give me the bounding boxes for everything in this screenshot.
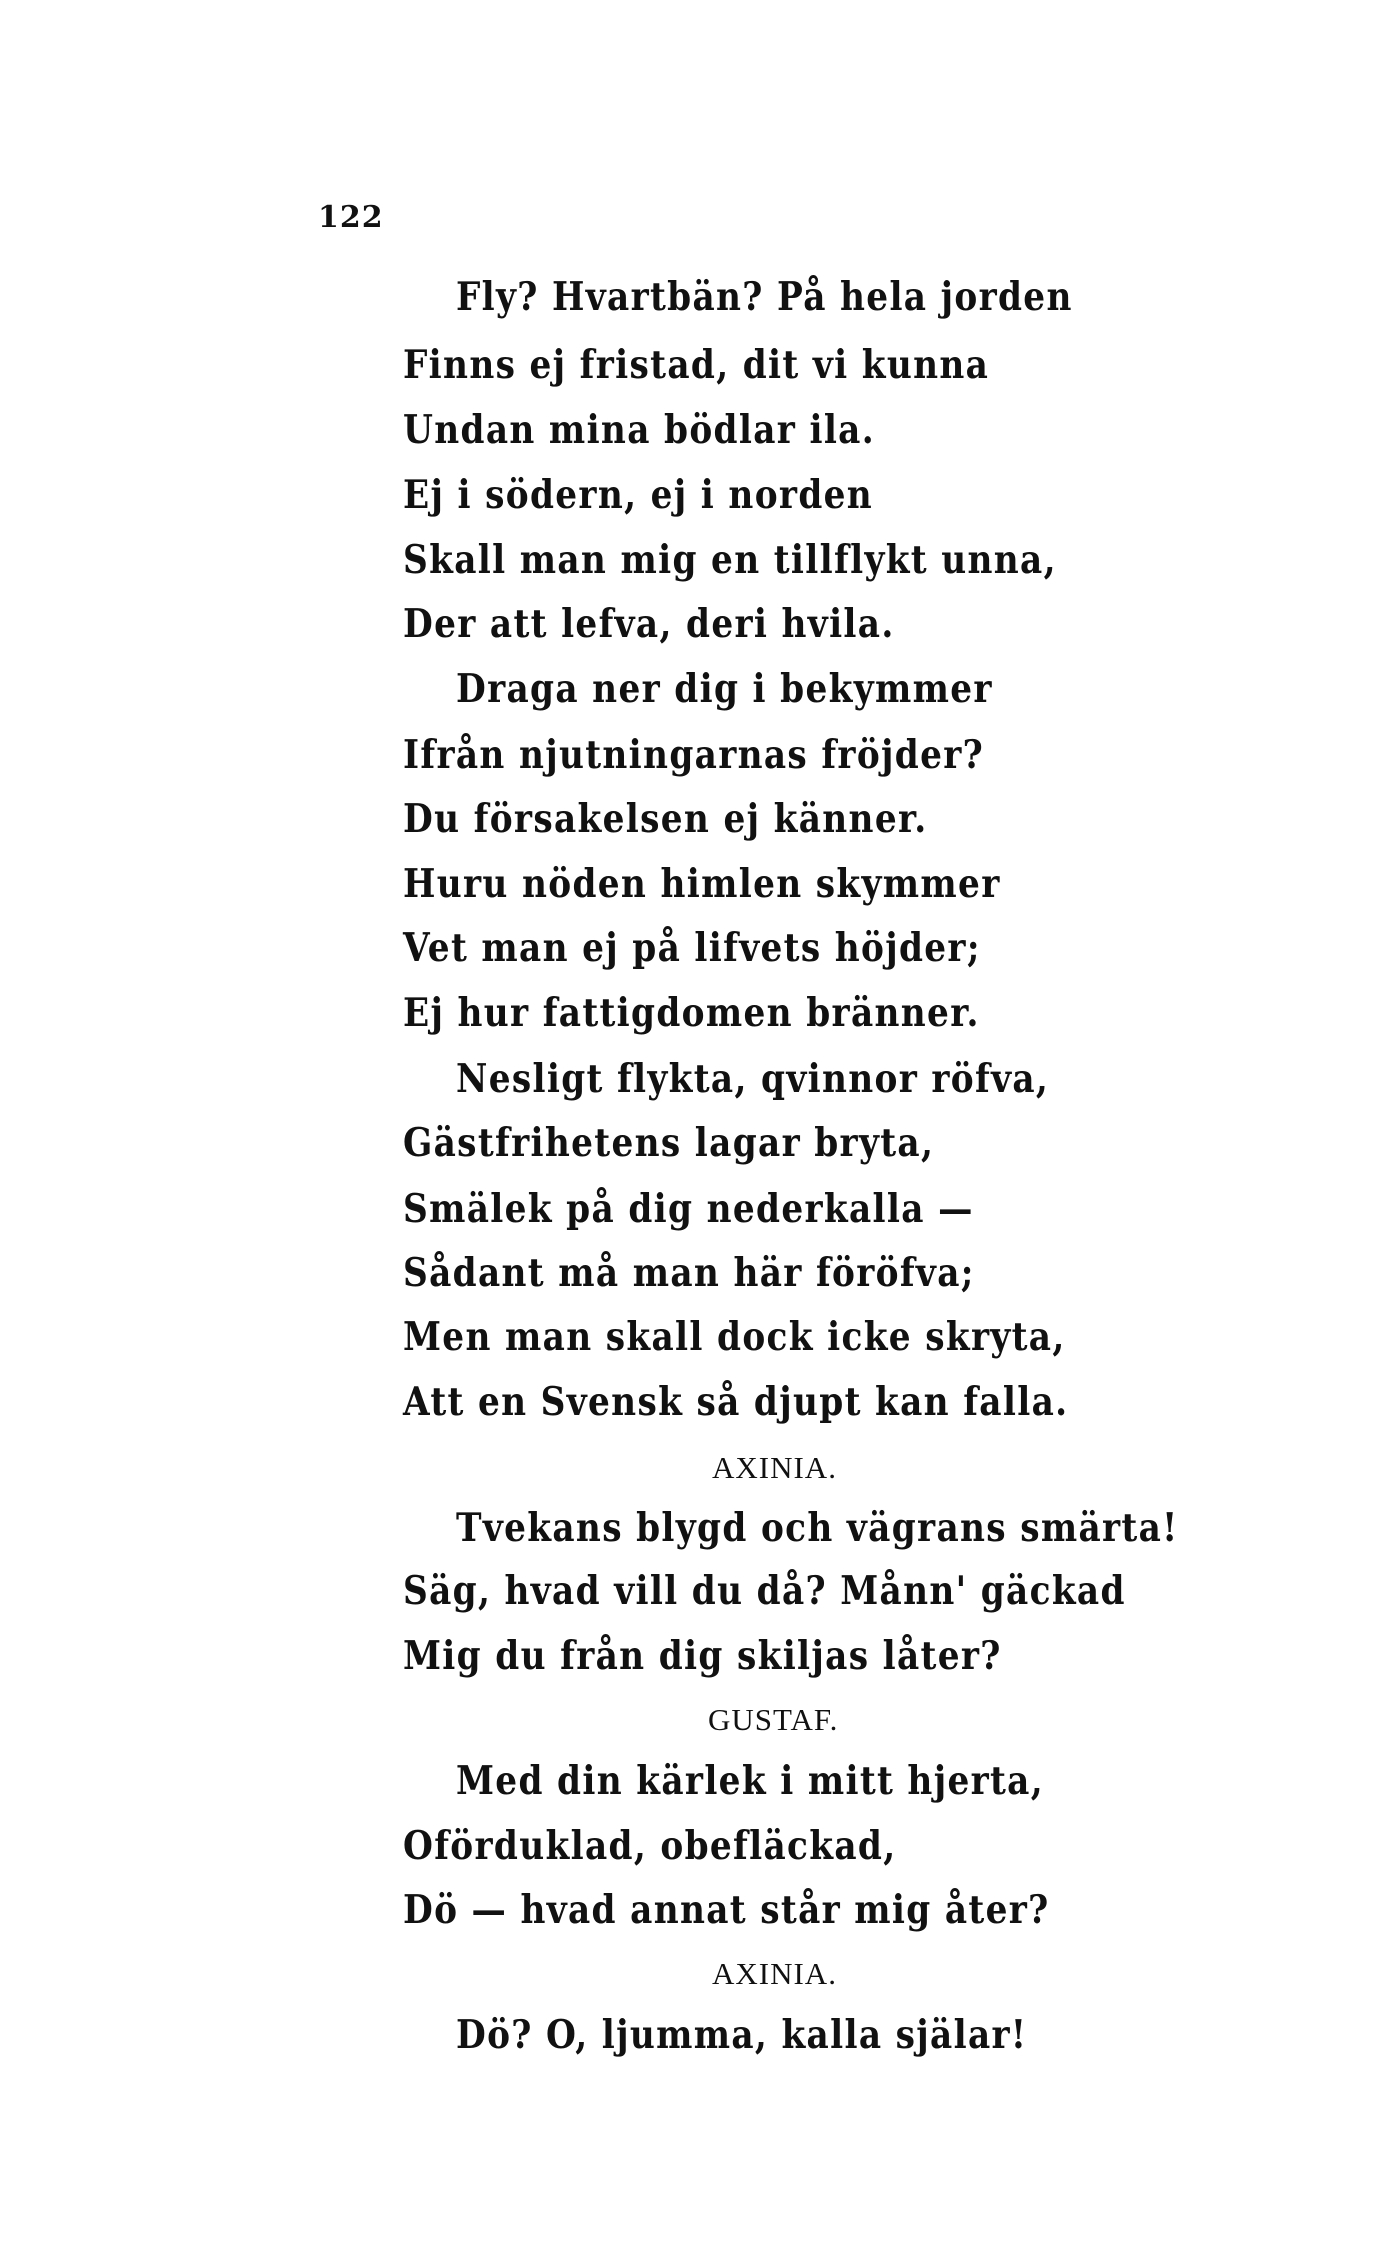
verse-line: Mig du från dig skiljas låter? [403,1633,1002,1679]
verse-line: Vet man ej på lifvets höjder; [403,925,981,971]
speaker-name-axinia: AXINIA. [712,1956,837,1991]
page-number: 122 [318,200,384,235]
verse-line: Säg, hvad vill du då? Månn' gäckad [403,1568,1126,1614]
speaker-name-gustaf: GUSTAF. [708,1702,839,1737]
verse-line: Med din kärlek i mitt hjerta, [456,1758,1045,1804]
verse-line: Oförduklad, obefläckad, [403,1823,897,1869]
verse-line: Finns ej fristad, dit vi kunna [403,342,990,388]
verse-line: Smälek på dig nederkalla — [403,1186,974,1232]
verse-line: Draga ner dig i bekymmer [456,666,993,712]
verse-line: Tvekans blygd och vägrans smärta! [456,1505,1179,1551]
verse-line: Du försakelsen ej känner. [403,796,928,842]
verse-line: Dö? O, ljumma, kalla själar! [456,2012,1028,2058]
verse-line: Men man skall dock icke skryta, [403,1314,1066,1360]
verse-line: Sådant må man här föröfva; [403,1250,975,1296]
verse-line: Ej i södern, ej i norden [403,472,874,518]
verse-line: Ifrån njutningarnas fröjder? [403,732,985,778]
verse-line: Skall man mig en tillflykt unna, [403,537,1057,583]
verse-line: Fly? Hvartbän? På hela jorden [456,274,1073,320]
speaker-name-axinia: AXINIA. [712,1450,837,1485]
verse-line: Nesligt flykta, qvinnor röfva, [456,1056,1050,1102]
verse-line: Gästfrihetens lagar bryta, [403,1120,935,1166]
verse-line: Att en Svensk så djupt kan falla. [403,1379,1069,1425]
verse-line: Der att lefva, deri hvila. [403,601,895,647]
verse-line: Ej hur fattigdomen bränner. [403,990,980,1036]
verse-line: Dö — hvad annat står mig åter? [403,1887,1050,1933]
verse-line: Undan mina bödlar ila. [403,407,876,453]
verse-line: Huru nöden himlen skymmer [403,861,1001,907]
